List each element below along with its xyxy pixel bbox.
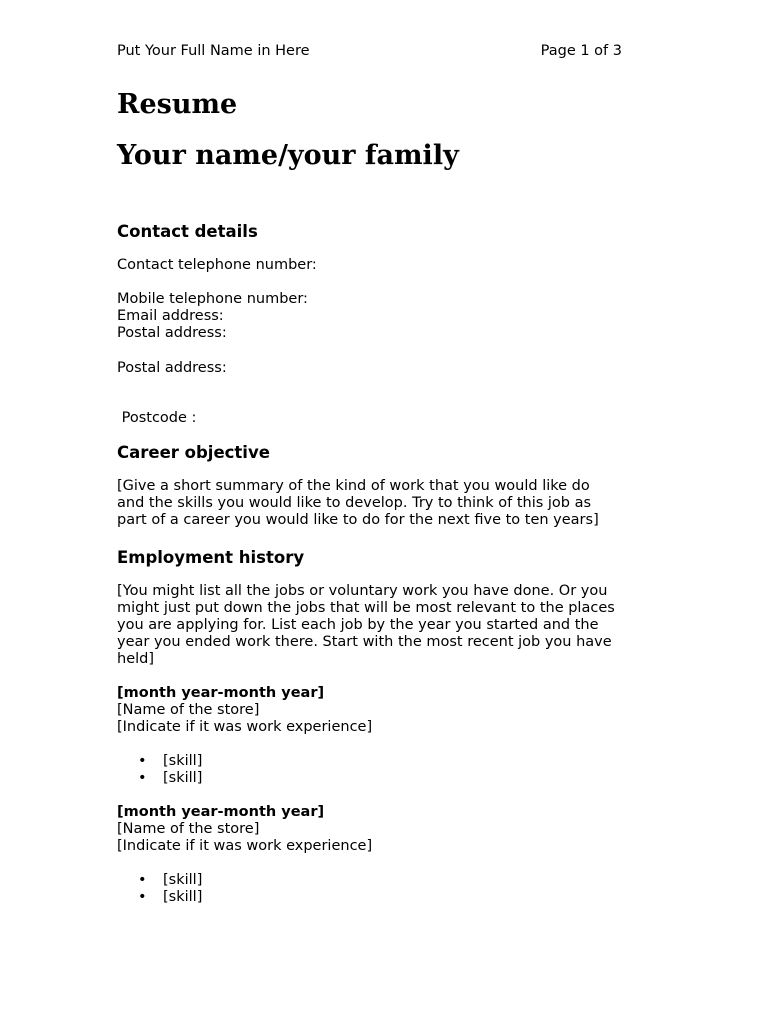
contact-details-heading: Contact details [117,222,258,241]
resume-title: Resume [117,89,238,120]
skill-list-item [117,889,657,906]
career-objective-line: part of a career you would like to do for the next five to ten years] [117,512,599,528]
skill-list-item [117,770,657,787]
email-address-label: Email address: [117,308,224,324]
skill-text: [skill] [163,753,203,769]
employment-history-heading: Employment history [117,548,305,567]
skill-text: [skill] [163,889,203,905]
skill-text: [skill] [163,770,203,786]
skills-list [117,753,657,787]
career-objective-heading: Career objective [117,443,270,462]
job-work-experience: [Indicate if it was work experience] [117,719,373,735]
job-work-experience: [Indicate if it was work experience] [117,838,373,854]
postal-address-label: Postal address: [117,360,227,376]
career-objective-line: and the skills you would like to develop. Try to think of this job as [117,495,592,511]
document-body [117,88,657,906]
skill-list-item [117,753,657,770]
employment-intro-line: might just put down the jobs that will be most relevant to the places [117,600,615,616]
job-store-name: [Name of the store] [117,702,260,718]
mobile-telephone-label: Mobile telephone number: [117,291,308,307]
employment-intro-line: held] [117,651,155,667]
postcode-label: Postcode : [117,410,197,426]
career-objective-text [117,478,657,529]
bullet-icon: • [138,872,147,888]
employment-intro-line: you are applying for. List each job by the year you started and the [117,617,599,633]
employment-intro-text [117,583,657,668]
job-dates: [month year-month year] [117,685,325,701]
skill-text: [skill] [163,872,203,888]
name-family-title: Your name/your family [117,140,459,171]
employment-intro-line: [You might list all the jobs or voluntary work you have done. Or you [117,583,608,599]
bullet-icon: • [138,770,147,786]
skill-list-item [117,872,657,889]
job-store-name: [Name of the store] [117,821,260,837]
contact-telephone-label: Contact telephone number: [117,257,317,273]
skills-list [117,872,657,906]
career-objective-line: [Give a short summary of the kind of work that you would like do [117,478,590,494]
header-name: Put Your Full Name in Here [117,43,310,59]
job-entry [117,804,657,906]
job-entry [117,685,657,787]
header-page-number: Page 1 of 3 [540,43,622,59]
employment-intro-line: year you ended work there. Start with the most recent job you have [117,634,612,650]
job-dates: [month year-month year] [117,804,325,820]
postal-address-label: Postal address: [117,325,227,341]
bullet-icon: • [138,889,147,905]
bullet-icon: • [138,753,147,769]
